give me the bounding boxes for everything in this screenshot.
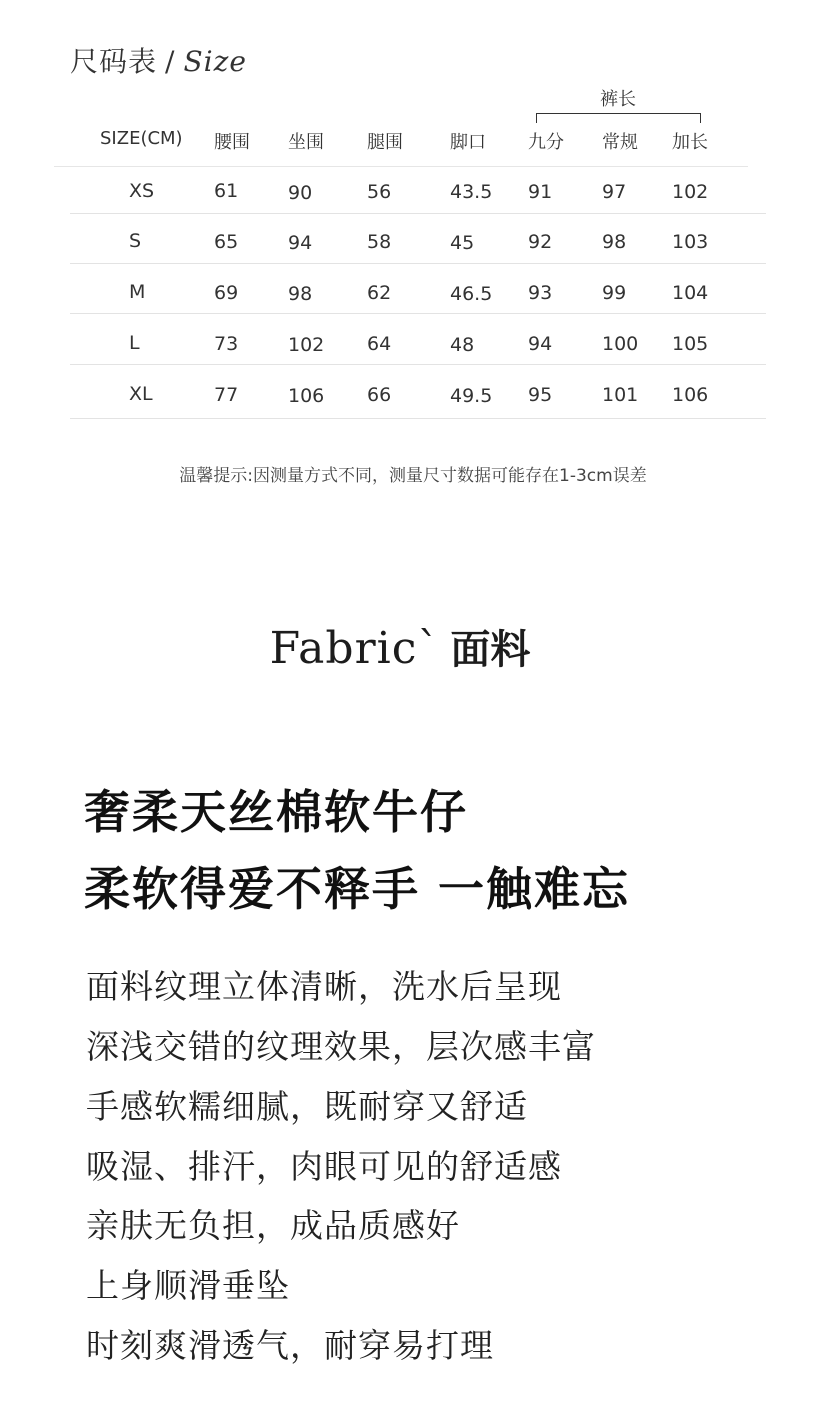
cell-leg-opening: 49.5 (450, 385, 493, 407)
cell-length-ninth: 95 (528, 384, 553, 406)
cell-length-long: 102 (672, 181, 709, 203)
header-thigh: 腿围 (367, 132, 403, 153)
cell-thigh: 66 (367, 384, 392, 406)
cell-size: L (129, 332, 140, 354)
fabric-description-line: 吸湿、排汗，肉眼可见的舒适感 (86, 1147, 562, 1186)
row-divider (70, 263, 766, 264)
cell-length-regular: 99 (602, 282, 627, 304)
cell-length-ninth: 93 (528, 282, 553, 304)
fabric-heading (0, 618, 800, 675)
cell-leg-opening: 48 (450, 334, 475, 356)
cell-hip: 90 (288, 182, 313, 204)
cell-size: XS (129, 180, 155, 202)
fabric-heading-zh: 面料 (450, 627, 531, 673)
fabric-heading-en: Fabric` (269, 623, 441, 674)
cell-hip: 102 (288, 334, 325, 356)
cell-leg-opening: 45 (450, 232, 475, 254)
header-hip: 坐围 (288, 132, 324, 153)
cell-length-regular: 100 (602, 333, 639, 355)
cell-length-regular: 97 (602, 181, 627, 203)
cell-length-long: 103 (672, 231, 709, 253)
fabric-description-line: 手感软糯细腻，既耐穿又舒适 (86, 1087, 528, 1126)
fabric-description-line: 时刻爽滑透气，耐穿易打理 (86, 1326, 494, 1365)
cell-waist: 69 (214, 282, 239, 304)
row-divider (70, 418, 766, 419)
cell-length-long: 104 (672, 282, 709, 304)
cell-thigh: 58 (367, 231, 392, 253)
cell-thigh: 62 (367, 282, 392, 304)
size-chart-title-separator: / (165, 45, 176, 78)
fabric-headline: 柔软得爱不释手 一触难忘 (84, 862, 631, 916)
cell-length-long: 105 (672, 333, 709, 355)
row-divider (70, 313, 766, 314)
cell-length-regular: 101 (602, 384, 639, 406)
header-leg-opening: 脚口 (450, 132, 486, 153)
cell-leg-opening: 43.5 (450, 181, 493, 203)
cell-leg-opening: 46.5 (450, 283, 493, 305)
cell-waist: 65 (214, 231, 239, 253)
table-header-divider (54, 166, 748, 167)
row-divider (70, 364, 766, 365)
cell-hip: 94 (288, 232, 313, 254)
cell-thigh: 64 (367, 333, 392, 355)
cell-thigh: 56 (367, 181, 392, 203)
cell-size: M (129, 281, 146, 303)
cell-length-long: 106 (672, 384, 709, 406)
cell-waist: 77 (214, 384, 239, 406)
cell-hip: 98 (288, 283, 313, 305)
fabric-description-line: 深浅交错的纹理效果，层次感丰富 (86, 1027, 596, 1066)
size-chart-title (70, 40, 247, 80)
row-divider (70, 213, 766, 214)
header-size: SIZE(CM) (100, 128, 183, 149)
cell-hip: 106 (288, 385, 325, 407)
header-length-regular: 常规 (602, 132, 638, 153)
header-length-ninth: 九分 (528, 132, 564, 153)
cell-length-regular: 98 (602, 231, 627, 253)
cell-size: XL (129, 383, 153, 405)
header-waist: 腰围 (214, 132, 250, 153)
cell-length-ninth: 94 (528, 333, 553, 355)
length-group-bracket (536, 113, 701, 123)
length-group-label: 裤长 (600, 89, 636, 110)
fabric-description-line: 上身顺滑垂坠 (86, 1266, 290, 1305)
size-chart-title-zh: 尺码表 (70, 45, 158, 78)
cell-size: S (129, 230, 142, 252)
cell-length-ninth: 92 (528, 231, 553, 253)
measurement-tip: 温馨提示:因测量方式不同，测量尺寸数据可能存在1-3cm误差 (179, 466, 647, 486)
cell-waist: 61 (214, 180, 239, 202)
cell-waist: 73 (214, 333, 239, 355)
fabric-headline: 奢柔天丝棉软牛仔 (84, 785, 468, 839)
header-length-long: 加长 (672, 132, 708, 153)
fabric-description-line: 面料纹理立体清晰，洗水后呈现 (86, 967, 562, 1006)
fabric-description-line: 亲肤无负担，成品质感好 (86, 1206, 460, 1245)
size-chart-title-en: Size (183, 45, 247, 78)
cell-length-ninth: 91 (528, 181, 553, 203)
